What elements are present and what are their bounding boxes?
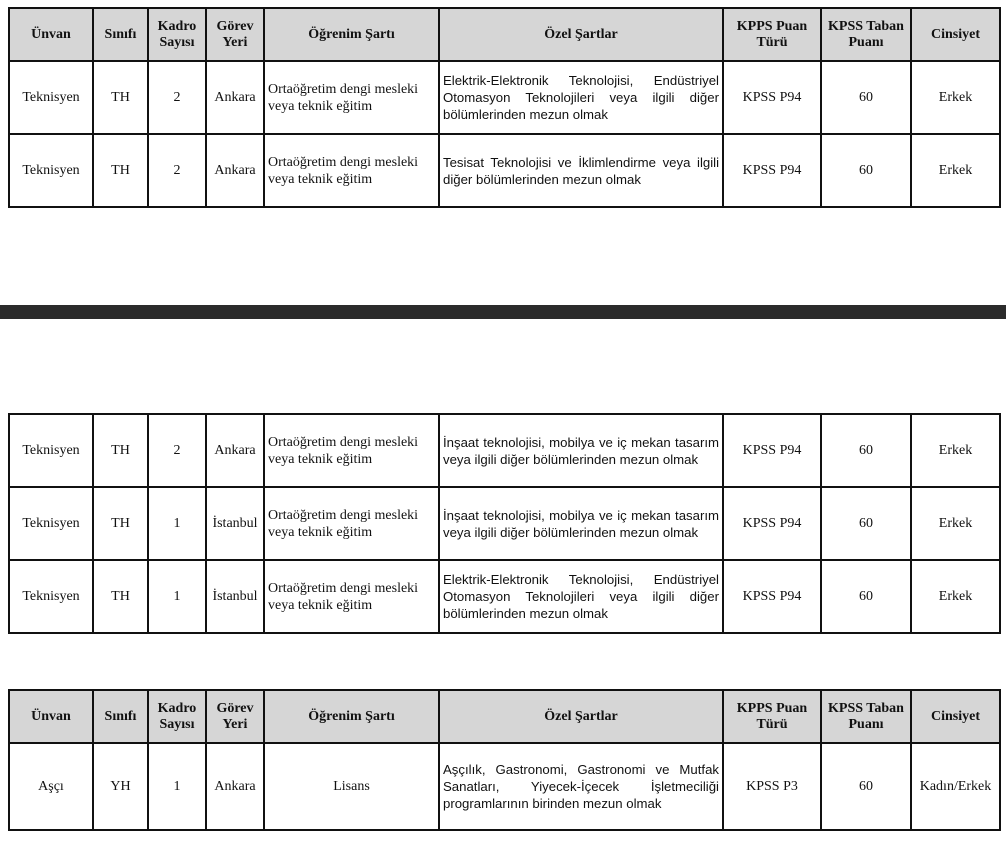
header-cinsiyet: Cinsiyet [911, 690, 1000, 743]
header-row [9, 690, 1000, 743]
header-puan-turu: KPPS Puan Türü [723, 690, 821, 743]
header-puan-turu: KPPS Puan Türü [723, 8, 821, 61]
cell-sinifi: TH [93, 134, 148, 207]
cell-gorev: Ankara [206, 414, 264, 487]
header-taban: KPSS Taban Puanı [821, 690, 911, 743]
cell-cinsiyet: Erkek [911, 61, 1000, 134]
table-row [9, 743, 1000, 830]
cell-ozel: Elektrik-Elektronik Teknolojisi, Endüstriyel Otomasyon Teknolojileri veya ilgili diğer bölümlerinden mezun olmak [439, 560, 723, 633]
cell-unvan: Teknisyen [9, 61, 93, 134]
cell-sinifi: TH [93, 414, 148, 487]
cell-taban: 60 [821, 743, 911, 830]
cell-ogrenim: Ortaöğretim dengi mesleki veya teknik eğitim [264, 560, 439, 633]
cell-gorev: İstanbul [206, 487, 264, 560]
cell-sinifi: TH [93, 560, 148, 633]
cell-puan-turu: KPSS P94 [723, 414, 821, 487]
table-row [9, 560, 1000, 633]
header-ozel: Özel Şartlar [439, 690, 723, 743]
header-ozel: Özel Şartlar [439, 8, 723, 61]
cell-ogrenim: Ortaöğretim dengi mesleki veya teknik eğitim [264, 61, 439, 134]
table-row [9, 414, 1000, 487]
cell-ozel: Elektrik-Elektronik Teknolojisi, Endüstriyel Otomasyon Teknolojileri veya ilgili diğer bölümlerinden mezun olmak [439, 61, 723, 134]
cell-unvan: Teknisyen [9, 487, 93, 560]
cell-ogrenim: Ortaöğretim dengi mesleki veya teknik eğitim [264, 414, 439, 487]
table-row [9, 61, 1000, 134]
header-cinsiyet: Cinsiyet [911, 8, 1000, 61]
cell-cinsiyet: Kadın/Erkek [911, 743, 1000, 830]
cell-sinifi: YH [93, 743, 148, 830]
cell-kadro: 2 [148, 134, 206, 207]
header-kadro: Kadro Sayısı [148, 690, 206, 743]
header-gorev: Görev Yeri [206, 690, 264, 743]
cell-cinsiyet: Erkek [911, 414, 1000, 487]
header-gorev: Görev Yeri [206, 8, 264, 61]
cell-gorev: İstanbul [206, 560, 264, 633]
header-row [9, 8, 1000, 61]
cell-puan-turu: KPSS P94 [723, 560, 821, 633]
cell-ozel: Aşçılık, Gastronomi, Gastronomi ve Mutfak Sanatları, Yiyecek-İçecek İşletmeciliği programlarının birinden mezun olmak [439, 743, 723, 830]
header-ogrenim: Öğrenim Şartı [264, 690, 439, 743]
position-table-2 [8, 413, 1001, 634]
cell-taban: 60 [821, 61, 911, 134]
cell-ogrenim: Ortaöğretim dengi mesleki veya teknik eğitim [264, 134, 439, 207]
cell-ozel: Tesisat Teknolojisi ve İklimlendirme veya ilgili diğer bölümlerinden mezun olmak [439, 134, 723, 207]
cell-taban: 60 [821, 414, 911, 487]
cell-kadro: 1 [148, 743, 206, 830]
cell-kadro: 2 [148, 414, 206, 487]
cell-ogrenim: Lisans [264, 743, 439, 830]
cell-unvan: Teknisyen [9, 134, 93, 207]
cell-puan-turu: KPSS P3 [723, 743, 821, 830]
header-sinifi: Sınıfı [93, 8, 148, 61]
cell-gorev: Ankara [206, 61, 264, 134]
cell-kadro: 1 [148, 487, 206, 560]
header-taban: KPSS Taban Puanı [821, 8, 911, 61]
cell-ogrenim: Ortaöğretim dengi mesleki veya teknik eğitim [264, 487, 439, 560]
header-unvan: Ünvan [9, 690, 93, 743]
cell-unvan: Teknisyen [9, 414, 93, 487]
cell-puan-turu: KPSS P94 [723, 487, 821, 560]
cell-gorev: Ankara [206, 743, 264, 830]
position-table-1 [8, 7, 1001, 208]
cell-cinsiyet: Erkek [911, 560, 1000, 633]
cell-cinsiyet: Erkek [911, 134, 1000, 207]
table-row [9, 134, 1000, 207]
cell-unvan: Teknisyen [9, 560, 93, 633]
position-table-3 [8, 689, 1001, 831]
cell-puan-turu: KPSS P94 [723, 134, 821, 207]
cell-cinsiyet: Erkek [911, 487, 1000, 560]
table-row [9, 487, 1000, 560]
header-kadro: Kadro Sayısı [148, 8, 206, 61]
cell-kadro: 2 [148, 61, 206, 134]
header-sinifi: Sınıfı [93, 690, 148, 743]
cell-sinifi: TH [93, 487, 148, 560]
cell-ozel: İnşaat teknolojisi, mobilya ve iç mekan tasarım veya ilgili diğer bölümlerinden mezun olmak [439, 487, 723, 560]
page-divider [0, 305, 1006, 319]
cell-sinifi: TH [93, 61, 148, 134]
cell-taban: 60 [821, 134, 911, 207]
header-unvan: Ünvan [9, 8, 93, 61]
cell-unvan: Aşçı [9, 743, 93, 830]
cell-taban: 60 [821, 487, 911, 560]
cell-ozel: İnşaat teknolojisi, mobilya ve iç mekan tasarım veya ilgili diğer bölümlerinden mezun olmak [439, 414, 723, 487]
cell-puan-turu: KPSS P94 [723, 61, 821, 134]
cell-kadro: 1 [148, 560, 206, 633]
cell-taban: 60 [821, 560, 911, 633]
header-ogrenim: Öğrenim Şartı [264, 8, 439, 61]
cell-gorev: Ankara [206, 134, 264, 207]
